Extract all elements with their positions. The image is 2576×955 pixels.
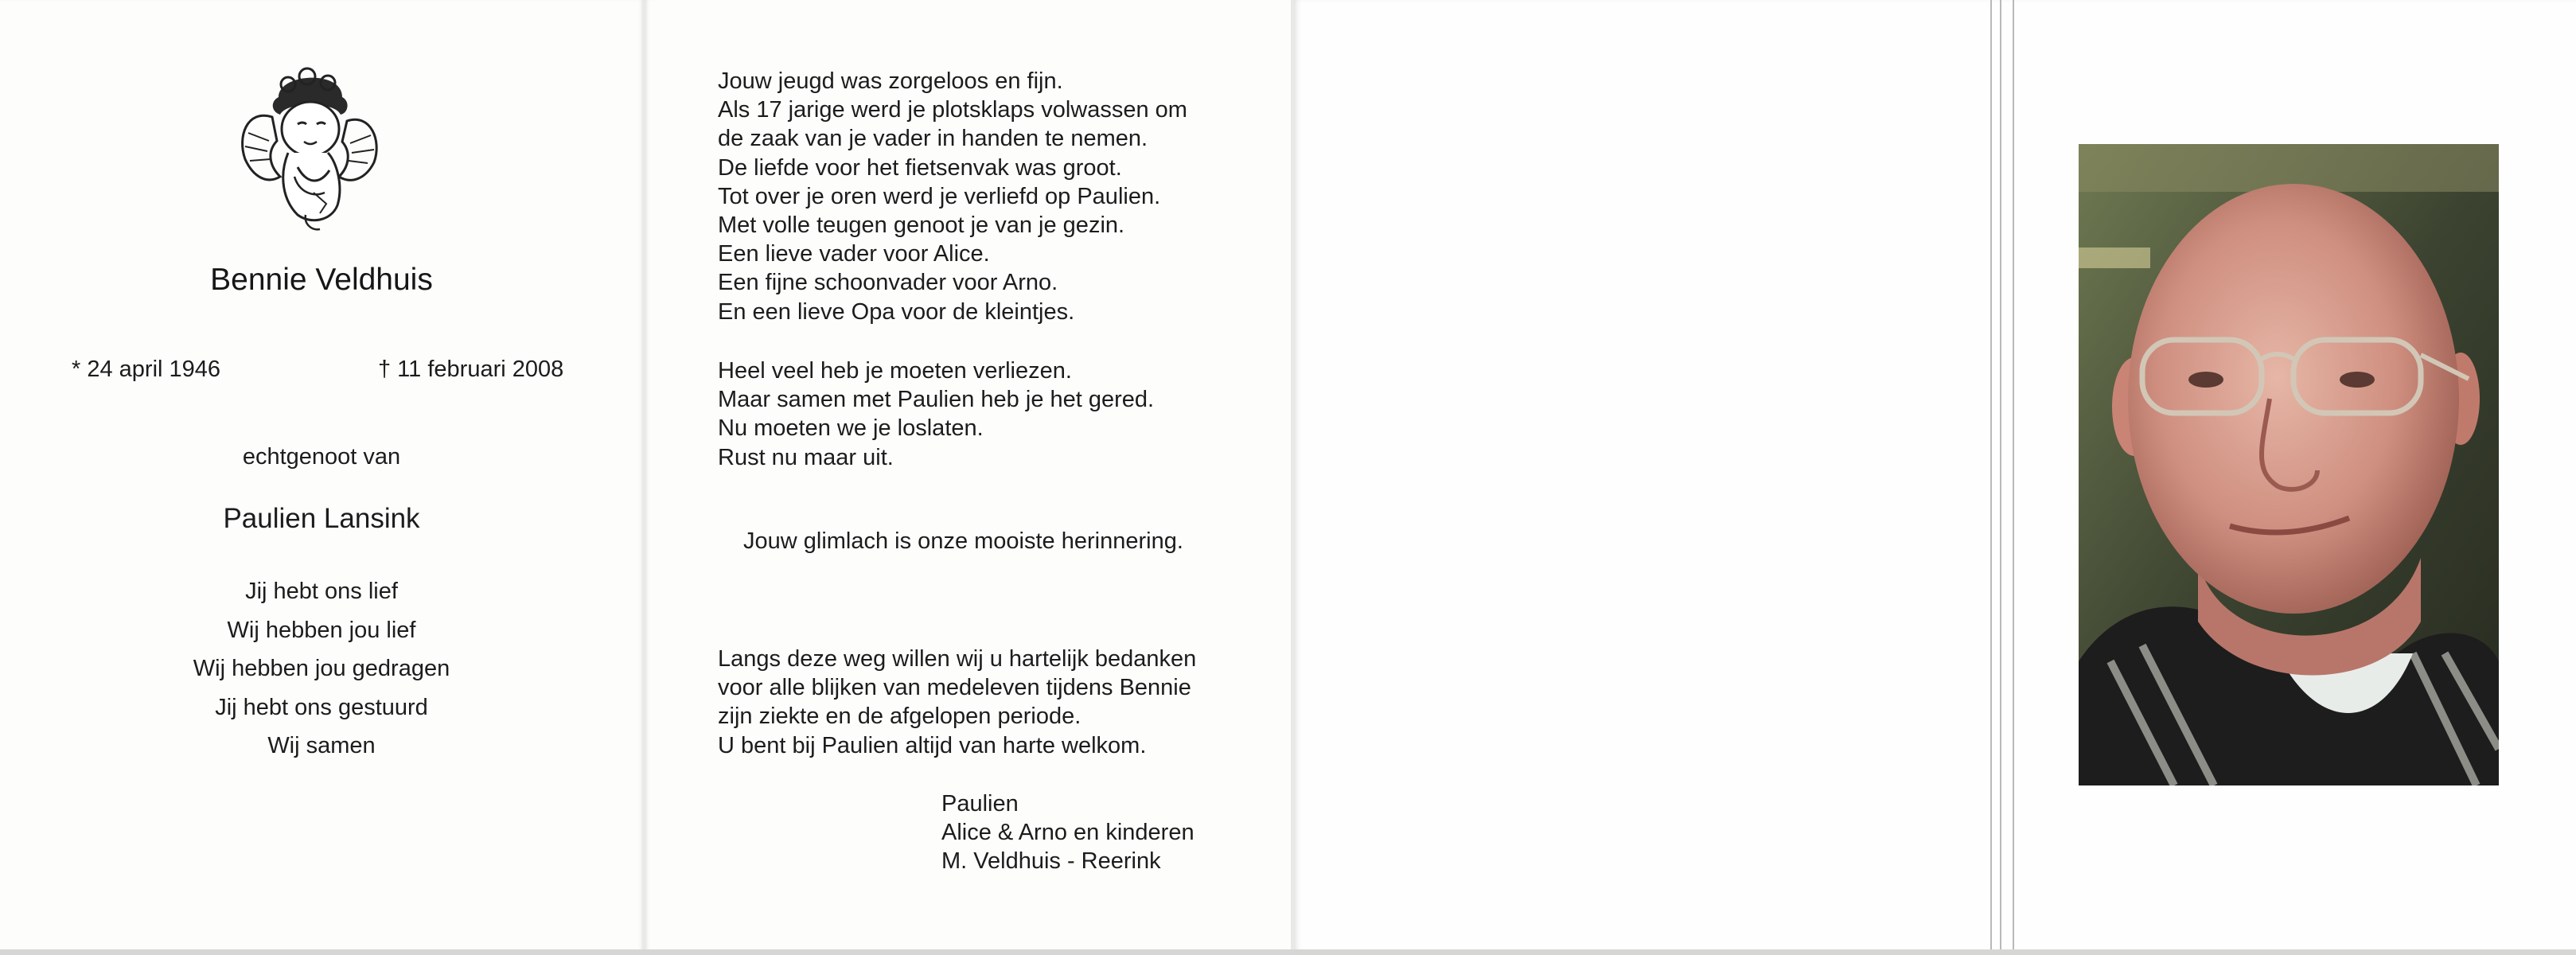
verse-line: Nu moeten we je loslaten. bbox=[718, 415, 984, 442]
birth-date: * 24 april 1946 bbox=[72, 357, 221, 382]
poem-line: Wij hebben jou lief bbox=[227, 617, 416, 643]
verse-line: Jouw jeugd was zorgeloos en fijn. bbox=[718, 68, 1063, 94]
poem-line: Jij hebt ons gestuurd bbox=[215, 694, 428, 720]
signer-line: Alice & Arno en kinderen bbox=[941, 820, 1194, 846]
poem-line: Wij hebben jou gedragen bbox=[193, 656, 450, 681]
verse-line: De liefde voor het fietsenvak was groot. bbox=[718, 154, 1122, 181]
verse-line: Heel veel heb je moeten verliezen. bbox=[718, 358, 1072, 384]
deceased-name: Bennie Veldhuis bbox=[210, 263, 433, 297]
life-verse bbox=[718, 67, 1187, 326]
signer-line: M. Veldhuis - Reerink bbox=[941, 848, 1161, 875]
thanks-paragraph bbox=[718, 645, 1196, 760]
poem-line: Wij samen bbox=[267, 733, 376, 758]
card-front-panel bbox=[0, 0, 643, 952]
signers-block bbox=[941, 789, 1194, 876]
poem-line: Jij hebt ons lief bbox=[245, 579, 398, 604]
verse-line: de zaak van je vader in handen te nemen. bbox=[718, 126, 1148, 152]
fold-line bbox=[2000, 0, 2001, 952]
thanks-line: zijn ziekte en de afgelopen periode. bbox=[718, 704, 1081, 730]
cherub-angel-icon bbox=[231, 65, 387, 236]
front-poem bbox=[0, 572, 643, 766]
memory-line: Jouw glimlach is onze mooiste herinnering. bbox=[743, 528, 1183, 554]
verse-line: En een lieve Opa voor de kleintjes. bbox=[718, 298, 1075, 325]
thanks-line: Langs deze weg willen wij u hartelijk bedanken bbox=[718, 646, 1197, 672]
scan-edge bbox=[0, 949, 2576, 955]
verse-line: Een fijne schoonvader voor Arno. bbox=[718, 270, 1058, 296]
verse-line: Rust nu maar uit. bbox=[718, 444, 894, 470]
verse-line: Maar samen met Paulien heb je het gered. bbox=[718, 387, 1155, 413]
verse-line: Een lieve vader voor Alice. bbox=[718, 241, 990, 267]
verse-line: Tot over je oren werd je verliefd op Paulien. bbox=[718, 183, 1161, 209]
fold-line bbox=[1990, 0, 1992, 952]
portrait-photo bbox=[2079, 144, 2499, 785]
verse-line: Met volle teugen genoot je van je gezin. bbox=[718, 212, 1125, 239]
thanks-line: voor alle blijken van medeleven tijdens Bennie bbox=[718, 675, 1191, 701]
fold-lines bbox=[1986, 0, 2025, 952]
fold-line bbox=[2013, 0, 2014, 952]
signer-line: Paulien bbox=[941, 791, 1019, 817]
thanks-line: U bent bij Paulien altijd van harte welkom. bbox=[718, 732, 1147, 758]
spouse-label: echtgenoot van bbox=[242, 444, 401, 470]
verse-line: Als 17 jarige werd je plotsklaps volwassen om bbox=[718, 97, 1187, 123]
death-date: † 11 februari 2008 bbox=[378, 357, 564, 382]
farewell-verse bbox=[718, 357, 1154, 472]
spouse-name: Paulien Lansink bbox=[223, 503, 420, 534]
